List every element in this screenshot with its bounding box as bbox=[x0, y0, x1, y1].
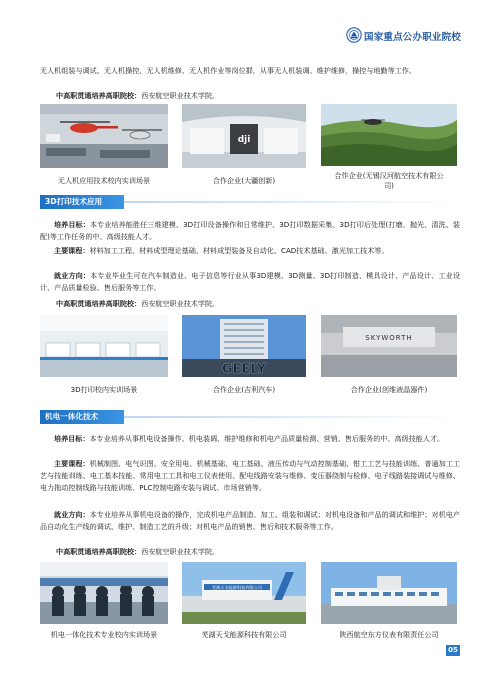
intro-college-line bbox=[56, 90, 219, 101]
3d-goal-paragraph bbox=[40, 219, 460, 243]
3d-career-text: 本专业毕业生可在汽车制造业、电子信息等行业从事3D建模、3D测量、3D打印制造、模具设计、产品设计、工业设计、产品质量检验、售后服务等工作。 bbox=[40, 271, 460, 292]
mech-courses-paragraph bbox=[40, 458, 460, 494]
mech-caption-2: 芜湖天戈能源科技有限公司 bbox=[201, 630, 287, 639]
gallery1-caption-2: 合作企业(大疆创新) bbox=[212, 176, 276, 185]
3d-college-line bbox=[56, 298, 219, 309]
shaanxi-aviation-photo bbox=[321, 562, 457, 624]
3d-courses-text: 材料加工工程、材料成型理论基础、材料成型装备及自动化、CAD技术基础、激光加工技术等。 bbox=[89, 246, 389, 255]
dji-logo-text: dji bbox=[237, 135, 251, 145]
3d-caption-3: 合作企业(创维液晶器件) bbox=[350, 385, 428, 394]
section-divider bbox=[124, 201, 460, 203]
mech-college-label: 中高职贯通培养高职院校： bbox=[56, 547, 142, 556]
intro-text: 无人机组装与调试、无人机操控、无人机维修、无人机作业等岗位群，从事无人机装调、维护维修，操控与地勤等工作。 bbox=[40, 66, 416, 75]
mech-courses-label: 主要课程： bbox=[54, 459, 90, 468]
school-name: 国家重点公办职业院校 bbox=[364, 32, 462, 43]
gallery1-caption-1: 无人机应用技术校内实训场景 bbox=[57, 176, 151, 185]
mech-career-paragraph bbox=[40, 509, 460, 533]
section-header-3d-printing bbox=[40, 195, 460, 209]
3d-caption-2: 合作企业(吉利汽车) bbox=[212, 385, 276, 394]
company-sign-text: 芜湖天戈能源科技有限公司 bbox=[211, 585, 263, 590]
3d-college-label: 中高职贯通培养高职院校： bbox=[56, 299, 142, 308]
geely-partner-photo bbox=[182, 315, 306, 377]
drone-training-photo bbox=[40, 104, 168, 168]
tea-garden-photo bbox=[321, 104, 457, 166]
mech-caption-1: 机电一体化技术专业校内实训场景 bbox=[50, 630, 158, 639]
wuhu-company-photo bbox=[182, 562, 306, 624]
mech-caption-3: 陕西航空东方仪表有限责任公司 bbox=[339, 630, 439, 639]
section-title-mechatronics: 机电一体化技术 bbox=[40, 410, 124, 424]
mechatronics-training-photo bbox=[40, 562, 168, 624]
3d-goal-text: 本专业培养能胜任三维建模、3D打印设备操作和日常维护、3D打印数据采集、3D打印后处理(打磨、抛光、清洗、装配)等工作任务的中、高级技能人才。 bbox=[40, 220, 460, 241]
mech-goal-label: 培养目标： bbox=[54, 434, 90, 443]
skyworth-logo-text: SKYWORTH bbox=[365, 334, 413, 342]
3d-career-label: 就业方向： bbox=[54, 271, 91, 280]
mech-goal-text: 本专业培养从事机电设备操作、机电装调、维护维修和机电产品质量检测、营销、售后服务的中、高级技能人才。 bbox=[89, 434, 445, 443]
3d-caption-1: 3D打印校内实训场景 bbox=[70, 385, 138, 394]
section-divider bbox=[124, 416, 460, 418]
3d-courses-label: 主要课程： bbox=[54, 246, 90, 255]
intro-college-label: 中高职贯通培养高职院校： bbox=[56, 91, 142, 100]
mech-career-text: 本专业培养从事机电设备的操作，完成机电产品制造、加工、组装和调试；对机电设备和产品的调试和维护；对机电产品自动化生产线的调试、维护、制造工艺的升级；对机电产品的销售、售后和技术服务等工作。 bbox=[40, 510, 461, 531]
intro-paragraph bbox=[40, 65, 460, 77]
mech-courses-text: 机械制图、电气识图、安全用电、机械基础、电工基础、液压传动与气动控制基础、钳工工艺与技能训练、普通加工工艺与技能训练、电工基本技能、常用电工工具和电工仪表使用、配电线路安装与维修、变压器绕制与检修、电子线路装接调试与维修、电力拖动控制线路与技能训练、PLC控制电路安装与调试、市场营销等。 bbox=[40, 459, 461, 492]
mech-college-line bbox=[56, 546, 219, 557]
school-emblem-icon bbox=[346, 27, 362, 43]
3d-goal-label: 培养目标： bbox=[54, 220, 90, 229]
mech-college-value: 西安航空职业技术学院。 bbox=[141, 547, 220, 556]
3d-college-value: 西安航空职业技术学院。 bbox=[141, 299, 220, 308]
geely-logo-text: GEELY bbox=[221, 362, 267, 377]
mech-career-label: 就业方向： bbox=[54, 510, 90, 519]
3d-courses-paragraph bbox=[40, 245, 460, 257]
skyworth-partner-photo bbox=[321, 315, 457, 377]
section-title-3d-printing: 3D打印技术应用 bbox=[40, 195, 124, 209]
intro-college-value: 西安航空职业技术学院。 bbox=[141, 91, 220, 100]
gallery1-caption-3: 合作企业(无锡汉河航空技术有限公司) bbox=[334, 171, 444, 190]
dji-partner-photo bbox=[182, 104, 306, 168]
section-header-mechatronics bbox=[40, 410, 460, 424]
page-number: 05 bbox=[446, 645, 460, 656]
3d-printing-lab-photo bbox=[40, 315, 168, 377]
mech-goal-paragraph bbox=[40, 433, 460, 445]
3d-career-paragraph bbox=[40, 270, 460, 294]
